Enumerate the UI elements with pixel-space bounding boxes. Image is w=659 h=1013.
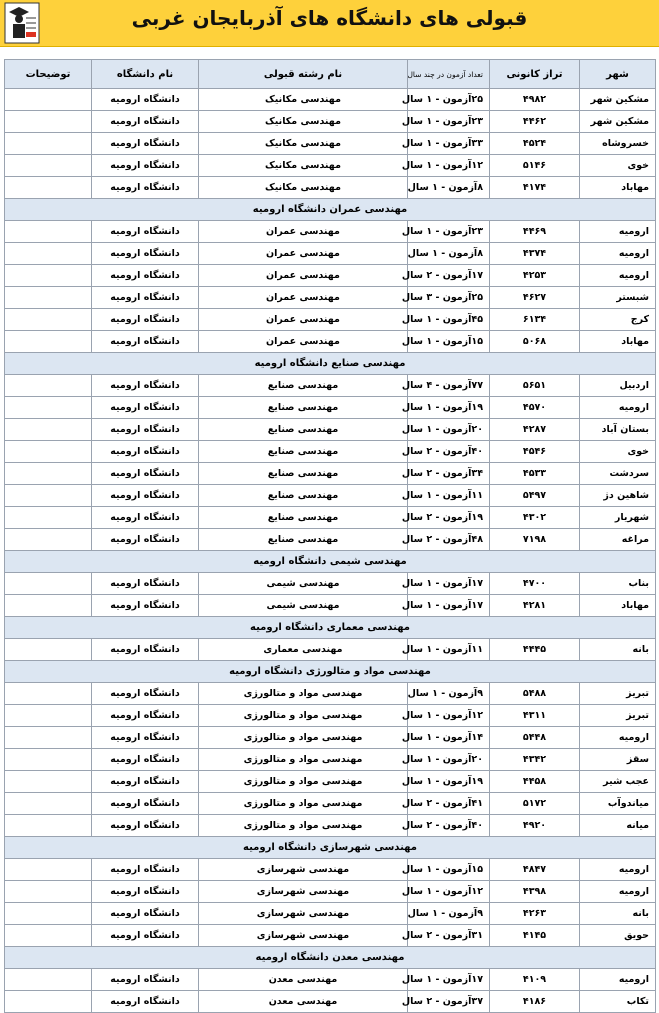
cell-tries: ۱۲آزمون - ۱ سال [408,155,490,177]
cell-tries: ۷۷آزمون - ۴ سال [408,375,490,397]
cell-tries: ۱۷آزمون - ۱ سال [408,595,490,617]
table-row [5,859,656,881]
cell-major: مهندسی مواد و متالورژی [199,815,408,837]
cell-notes [5,529,92,551]
page-title: قبولی های دانشگاه های آذربایجان غربی [131,6,528,30]
cell-notes [5,727,92,749]
cell-notes [5,881,92,903]
cell-major: مهندسی عمران [199,331,408,353]
cell-score: ۴۴۵۸ [490,771,580,793]
cell-university: دانشگاه ارومیه [92,485,199,507]
table-row [5,375,656,397]
section-title: مهندسی شهرسازی دانشگاه ارومیه [5,837,656,859]
table-row [5,793,656,815]
cell-major: مهندسی مواد و متالورژی [199,793,408,815]
cell-notes [5,463,92,485]
cell-tries: ۲۰آزمون - ۱ سال [408,419,490,441]
cell-notes [5,991,92,1013]
table-row [5,573,656,595]
cell-city: ارومیه [580,397,656,419]
section-title: مهندسی صنایع دانشگاه ارومیه [5,353,656,375]
cell-city: بانه [580,903,656,925]
cell-score: ۴۱۷۴ [490,177,580,199]
cell-score: ۷۱۹۸ [490,529,580,551]
table-row [5,155,656,177]
cell-tries: ۴۱آزمون - ۲ سال [408,793,490,815]
cell-university: دانشگاه ارومیه [92,441,199,463]
cell-tries: ۴۰آزمون - ۲ سال [408,441,490,463]
table-row [5,529,656,551]
section-title: مهندسی مواد و متالورژی دانشگاه ارومیه [5,661,656,683]
cell-major: مهندسی شهرسازی [199,925,408,947]
cell-tries: ۲۵آزمون - ۳ سال [408,287,490,309]
cell-major: مهندسی مکانیک [199,177,408,199]
cell-university: دانشگاه ارومیه [92,265,199,287]
cell-major: مهندسی صنایع [199,375,408,397]
cell-city: بانه [580,639,656,661]
table-row [5,507,656,529]
cell-city: مهاباد [580,331,656,353]
cell-score: ۴۹۲۰ [490,815,580,837]
cell-city: تبریز [580,683,656,705]
cell-major: مهندسی عمران [199,265,408,287]
section-header-row [5,551,656,573]
cell-tries: ۴۵آزمون - ۱ سال [408,309,490,331]
cell-city: کرج [580,309,656,331]
section-title: مهندسی شیمی دانشگاه ارومیه [5,551,656,573]
cell-score: ۶۱۳۴ [490,309,580,331]
cell-city: خوی [580,441,656,463]
cell-tries: ۱۱آزمون - ۱ سال [408,485,490,507]
table-row [5,969,656,991]
cell-score: ۵۰۶۸ [490,331,580,353]
cell-university: دانشگاه ارومیه [92,331,199,353]
cell-city: میاندوآب [580,793,656,815]
cell-score: ۴۱۸۶ [490,991,580,1013]
cell-city: مهاباد [580,177,656,199]
cell-university: دانشگاه ارومیه [92,375,199,397]
cell-tries: ۱۵آزمون - ۱ سال [408,331,490,353]
cell-major: مهندسی مواد و متالورژی [199,683,408,705]
table-row [5,309,656,331]
col-header-notes: توضیحات [5,60,92,89]
cell-city: سردشت [580,463,656,485]
cell-notes [5,705,92,727]
cell-score: ۵۶۵۱ [490,375,580,397]
table-row [5,89,656,111]
cell-score: ۴۶۲۷ [490,287,580,309]
cell-city: اردبیل [580,375,656,397]
cell-major: مهندسی صنایع [199,397,408,419]
cell-score: ۵۴۴۸ [490,727,580,749]
cell-notes [5,177,92,199]
table-body [5,89,656,1013]
cell-score: ۴۴۶۲ [490,111,580,133]
cell-city: تبریز [580,705,656,727]
cell-score: ۴۵۷۰ [490,397,580,419]
cell-tries: ۳۷آزمون - ۲ سال [408,991,490,1013]
cell-major: مهندسی معماری [199,639,408,661]
cell-university: دانشگاه ارومیه [92,749,199,771]
cell-city: میانه [580,815,656,837]
cell-score: ۴۲۵۳ [490,265,580,287]
table-header-row [5,60,656,89]
cell-notes [5,133,92,155]
cell-tries: ۱۲آزمون - ۱ سال [408,881,490,903]
cell-university: دانشگاه ارومیه [92,705,199,727]
cell-university: دانشگاه ارومیه [92,859,199,881]
cell-university: دانشگاه ارومیه [92,771,199,793]
cell-city: حویق [580,925,656,947]
cell-score: ۴۳۷۴ [490,243,580,265]
cell-notes [5,639,92,661]
cell-notes [5,441,92,463]
cell-tries: ۲۳آزمون - ۱ سال [408,221,490,243]
table-row [5,397,656,419]
cell-major: مهندسی مواد و متالورژی [199,749,408,771]
cell-tries: ۳۴آزمون - ۲ سال [408,463,490,485]
cell-notes [5,243,92,265]
cell-city: تکاب [580,991,656,1013]
table-row [5,265,656,287]
cell-tries: ۲۳آزمون - ۱ سال [408,111,490,133]
cell-notes [5,969,92,991]
cell-university: دانشگاه ارومیه [92,727,199,749]
cell-university: دانشگاه ارومیه [92,991,199,1013]
cell-tries: ۳۳آزمون - ۱ سال [408,133,490,155]
cell-score: ۴۵۲۴ [490,133,580,155]
cell-city: شاهین دژ [580,485,656,507]
cell-tries: ۱۹آزمون - ۲ سال [408,507,490,529]
table-row [5,727,656,749]
cell-score: ۴۱۰۹ [490,969,580,991]
cell-university: دانشگاه ارومیه [92,881,199,903]
cell-notes [5,507,92,529]
cell-major: مهندسی شهرسازی [199,903,408,925]
cell-score: ۴۵۴۶ [490,441,580,463]
table-row [5,441,656,463]
cell-major: مهندسی عمران [199,221,408,243]
cell-notes [5,419,92,441]
table-row [5,485,656,507]
cell-university: دانشگاه ارومیه [92,683,199,705]
cell-notes [5,111,92,133]
section-header-row [5,661,656,683]
cell-score: ۴۵۳۳ [490,463,580,485]
cell-notes [5,155,92,177]
cell-university: دانشگاه ارومیه [92,133,199,155]
col-header-score: تراز کانونی [490,60,580,89]
cell-score: ۴۱۴۵ [490,925,580,947]
cell-score: ۴۴۶۹ [490,221,580,243]
cell-major: مهندسی عمران [199,309,408,331]
cell-university: دانشگاه ارومیه [92,925,199,947]
cell-university: دانشگاه ارومیه [92,221,199,243]
section-header-row [5,199,656,221]
cell-major: مهندسی صنایع [199,485,408,507]
table-row [5,463,656,485]
cell-major: مهندسی صنایع [199,419,408,441]
cell-score: ۵۱۷۲ [490,793,580,815]
cell-city: خوی [580,155,656,177]
cell-city: مراغه [580,529,656,551]
table-row [5,221,656,243]
cell-university: دانشگاه ارومیه [92,903,199,925]
table-row [5,639,656,661]
cell-university: دانشگاه ارومیه [92,287,199,309]
section-title: مهندسی معدن دانشگاه ارومیه [5,947,656,969]
cell-city: خسروشاه [580,133,656,155]
cell-score: ۵۴۹۷ [490,485,580,507]
cell-notes [5,925,92,947]
cell-university: دانشگاه ارومیه [92,397,199,419]
cell-tries: ۴۰آزمون - ۲ سال [408,815,490,837]
cell-score: ۴۳۱۱ [490,705,580,727]
cell-university: دانشگاه ارومیه [92,793,199,815]
cell-university: دانشگاه ارومیه [92,969,199,991]
cell-university: دانشگاه ارومیه [92,815,199,837]
cell-city: ارومیه [580,265,656,287]
col-header-university: نام دانشگاه [92,60,199,89]
cell-score: ۴۸۴۷ [490,859,580,881]
cell-notes [5,89,92,111]
cell-score: ۴۳۴۲ [490,749,580,771]
cell-city: بستان آباد [580,419,656,441]
cell-score: ۴۹۸۲ [490,89,580,111]
cell-university: دانشگاه ارومیه [92,463,199,485]
col-header-major: نام رشته قبولی [199,60,408,89]
cell-major: مهندسی صنایع [199,529,408,551]
cell-major: مهندسی شهرسازی [199,881,408,903]
title-banner [0,0,659,47]
cell-notes [5,375,92,397]
cell-score: ۴۷۰۰ [490,573,580,595]
section-title: مهندسی معماری دانشگاه ارومیه [5,617,656,639]
cell-major: مهندسی عمران [199,287,408,309]
cell-score: ۴۲۶۳ [490,903,580,925]
cell-score: ۴۴۴۵ [490,639,580,661]
section-header-row [5,353,656,375]
cell-university: دانشگاه ارومیه [92,419,199,441]
cell-tries: ۸آزمون - ۱ سال [408,243,490,265]
cell-university: دانشگاه ارومیه [92,507,199,529]
cell-city: ارومیه [580,221,656,243]
cell-city: شهریار [580,507,656,529]
cell-score: ۴۲۸۱ [490,595,580,617]
section-header-row [5,837,656,859]
table-row [5,749,656,771]
cell-notes [5,595,92,617]
cell-notes [5,485,92,507]
cell-tries: ۸آزمون - ۱ سال [408,177,490,199]
cell-notes [5,771,92,793]
cell-university: دانشگاه ارومیه [92,595,199,617]
cell-city: عجب شیر [580,771,656,793]
cell-notes [5,265,92,287]
cell-university: دانشگاه ارومیه [92,89,199,111]
cell-city: بناب [580,573,656,595]
cell-notes [5,221,92,243]
cell-major: مهندسی صنایع [199,441,408,463]
table-row [5,771,656,793]
table-row [5,683,656,705]
table-row [5,991,656,1013]
cell-score: ۴۲۸۷ [490,419,580,441]
cell-notes [5,309,92,331]
cell-tries: ۹آزمون - ۱ سال [408,903,490,925]
cell-city: ارومیه [580,727,656,749]
table-row [5,925,656,947]
cell-notes [5,749,92,771]
cell-university: دانشگاه ارومیه [92,309,199,331]
section-header-row [5,617,656,639]
cell-notes [5,683,92,705]
cell-city: سقز [580,749,656,771]
cell-tries: ۱۷آزمون - ۱ سال [408,969,490,991]
cell-major: مهندسی مکانیک [199,155,408,177]
cell-tries: ۱۵آزمون - ۱ سال [408,859,490,881]
cell-notes [5,397,92,419]
cell-tries: ۴۸آزمون - ۲ سال [408,529,490,551]
cell-tries: ۱۱آزمون - ۱ سال [408,639,490,661]
table-row [5,903,656,925]
cell-major: مهندسی صنایع [199,463,408,485]
cell-notes [5,903,92,925]
cell-university: دانشگاه ارومیه [92,177,199,199]
cell-city: شبستر [580,287,656,309]
col-header-city: شهر [580,60,656,89]
section-title: مهندسی عمران دانشگاه ارومیه [5,199,656,221]
admissions-table [4,59,656,1013]
table-row [5,815,656,837]
cell-notes [5,793,92,815]
cell-major: مهندسی معدن [199,991,408,1013]
table-row [5,595,656,617]
cell-university: دانشگاه ارومیه [92,243,199,265]
table-row [5,287,656,309]
cell-city: مشکین شهر [580,89,656,111]
cell-tries: ۱۷آزمون - ۱ سال [408,573,490,595]
cell-tries: ۱۹آزمون - ۱ سال [408,397,490,419]
cell-tries: ۱۴آزمون - ۱ سال [408,727,490,749]
cell-tries: ۱۲آزمون - ۱ سال [408,705,490,727]
cell-university: دانشگاه ارومیه [92,155,199,177]
cell-major: مهندسی شیمی [199,573,408,595]
cell-university: دانشگاه ارومیه [92,529,199,551]
cell-score: ۵۱۴۶ [490,155,580,177]
table-row [5,177,656,199]
cell-notes [5,287,92,309]
cell-city: ارومیه [580,243,656,265]
cell-score: ۵۴۸۸ [490,683,580,705]
cell-major: مهندسی مکانیک [199,133,408,155]
table-row [5,419,656,441]
cell-university: دانشگاه ارومیه [92,573,199,595]
cell-major: مهندسی مکانیک [199,111,408,133]
cell-tries: ۲۵آزمون - ۱ سال [408,89,490,111]
cell-notes [5,331,92,353]
cell-major: مهندسی معدن [199,969,408,991]
cell-city: مهاباد [580,595,656,617]
col-header-tries: تعداد آزمون در چند سال [408,60,490,89]
cell-city: ارومیه [580,969,656,991]
cell-notes [5,859,92,881]
cell-tries: ۲۰آزمون - ۱ سال [408,749,490,771]
cell-score: ۴۳۰۲ [490,507,580,529]
table-row [5,881,656,903]
table-row [5,243,656,265]
cell-major: مهندسی شهرسازی [199,859,408,881]
cell-city: مشکین شهر [580,111,656,133]
cell-university: دانشگاه ارومیه [92,111,199,133]
cell-tries: ۱۹آزمون - ۱ سال [408,771,490,793]
cell-major: مهندسی عمران [199,243,408,265]
cell-major: مهندسی مکانیک [199,89,408,111]
cell-major: مهندسی مواد و متالورژی [199,771,408,793]
cell-major: مهندسی صنایع [199,507,408,529]
cell-tries: ۱۷آزمون - ۲ سال [408,265,490,287]
cell-tries: ۹آزمون - ۱ سال [408,683,490,705]
cell-major: مهندسی شیمی [199,595,408,617]
cell-notes [5,573,92,595]
cell-tries: ۳۱آزمون - ۲ سال [408,925,490,947]
cell-city: ارومیه [580,881,656,903]
table-row [5,133,656,155]
cell-major: مهندسی مواد و متالورژی [199,705,408,727]
cell-university: دانشگاه ارومیه [92,639,199,661]
section-header-row [5,947,656,969]
cell-notes [5,815,92,837]
cell-city: ارومیه [580,859,656,881]
table-row [5,111,656,133]
cell-major: مهندسی مواد و متالورژی [199,727,408,749]
table-row [5,705,656,727]
table-row [5,331,656,353]
cell-score: ۴۳۹۸ [490,881,580,903]
